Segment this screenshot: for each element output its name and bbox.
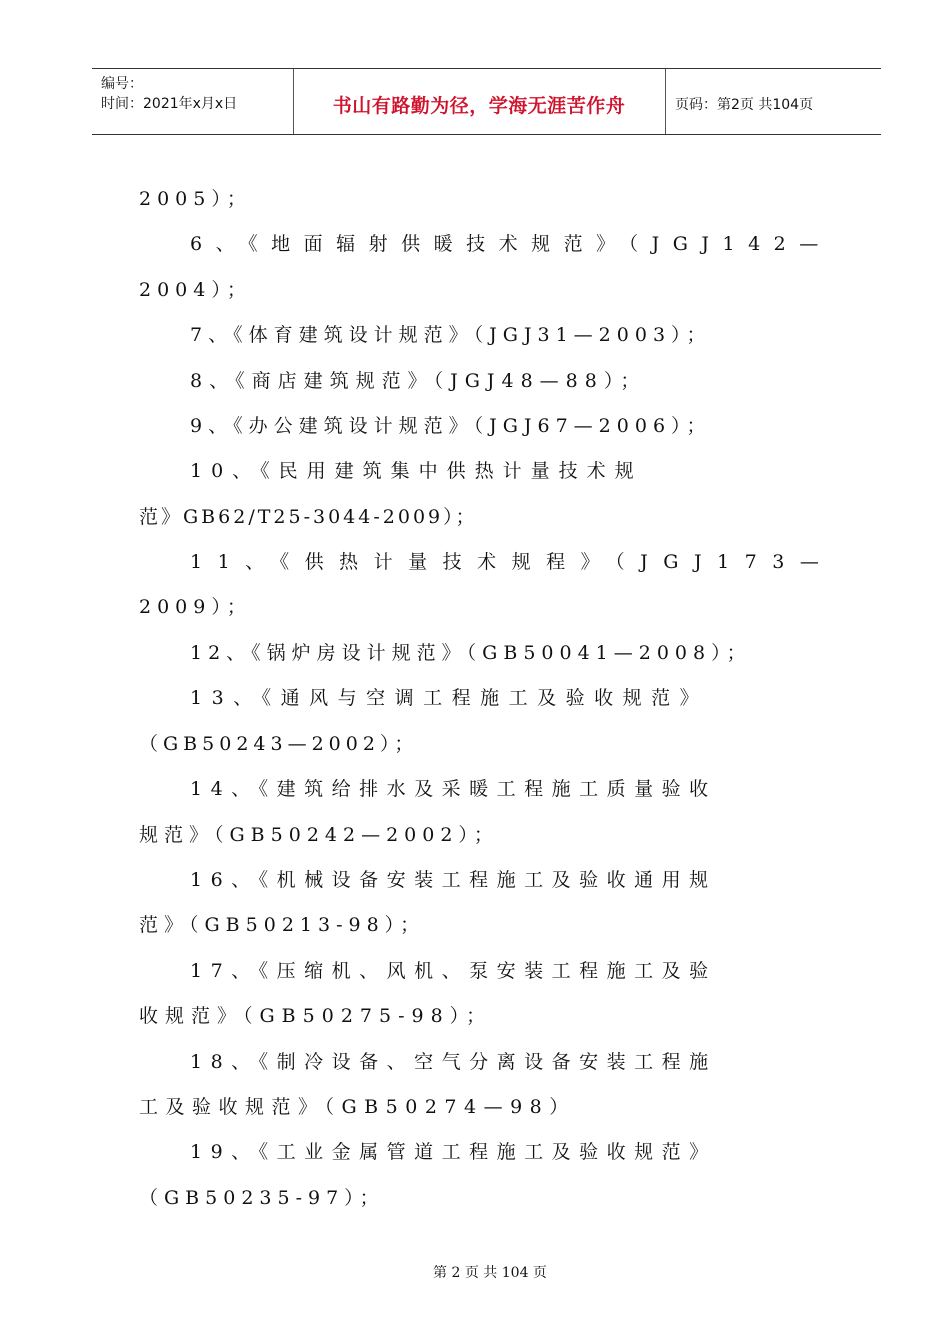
body-line: 17、《压缩机、风机、泵安装工程施工及验 — [190, 960, 717, 982]
body-line: 13、《通风与空调工程施工及验收规范》 — [190, 687, 709, 709]
header-right-cell — [665, 69, 881, 134]
header-left-cell — [92, 69, 294, 134]
body-line: 10、《民用建筑集中供热计量技术规 — [190, 460, 643, 482]
body-line: 范》（GB50213-98）； — [139, 914, 426, 936]
body-line: 规范》（GB50242—2002）； — [139, 824, 499, 846]
body-line: 18、《制冷设备、空气分离设备安装工程施 — [190, 1051, 717, 1073]
header-page-info: 页码：第2页 共104页 — [675, 97, 814, 113]
header-middle-cell — [293, 69, 666, 134]
time-label: 时间：2021年x月x日 — [101, 96, 238, 112]
body-line: 8、《商店建筑规范》（JGJ48—88）； — [190, 370, 647, 392]
body-line: 12、《锅炉房设计规范》（GB50041—2008）； — [190, 642, 752, 664]
body-line: （GB50235-97）； — [139, 1187, 385, 1209]
body-line: 7、《体育建筑设计规范》（JGJ31—2003）； — [190, 324, 712, 346]
page-header — [92, 68, 881, 135]
body-line: 收规范》（GB50275-98）； — [139, 1005, 493, 1027]
body-line: 6、《地面辐射供暖技术规范》（JGJ142— — [190, 233, 832, 255]
header-motto: 书山有路勤为径，学海无涯苦作舟 — [332, 95, 626, 117]
body-line: 范》GB62/T25-3044-2009）； — [139, 506, 478, 528]
body-line: 11、《供热计量技术规程》（JGJ173— — [190, 551, 835, 573]
body-line: 2005）； — [139, 188, 252, 210]
body-line: （GB50243—2002）； — [139, 733, 419, 755]
body-line: 16、《机械设备安装工程施工及验收通用规 — [190, 869, 717, 891]
body-line: 2009）； — [139, 596, 252, 618]
number-label: 编号： — [101, 76, 143, 92]
page-footer: 第 2 页 共 104 页 — [433, 1265, 547, 1281]
body-line: 9、《办公建筑设计规范》（JGJ67—2006）； — [190, 415, 712, 437]
body-line: 2004）； — [139, 279, 252, 301]
body-line: 19、《工业金属管道工程施工及验收规范》 — [190, 1141, 717, 1163]
body-line: 14、《建筑给排水及采暖工程施工质量验收 — [190, 778, 717, 800]
body-line: 工及验收规范》（GB50274—98） — [139, 1096, 576, 1118]
